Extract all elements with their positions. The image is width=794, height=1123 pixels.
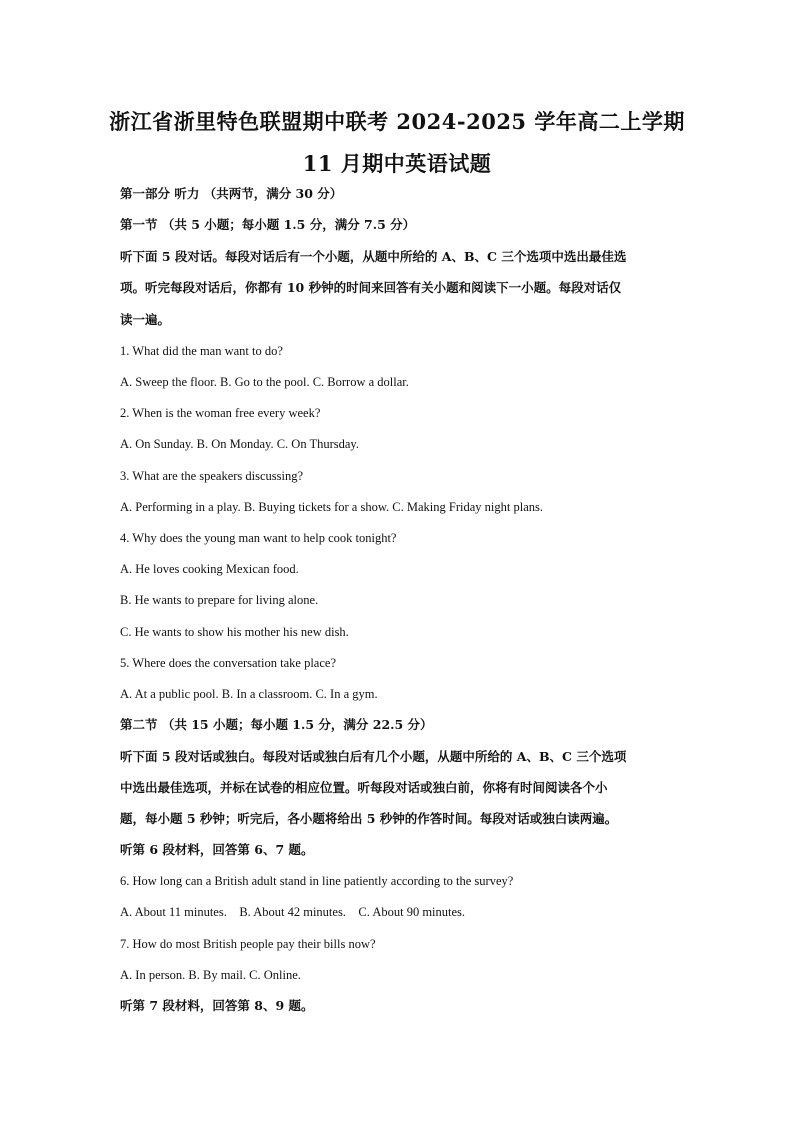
answer-option: C. He wants to show his mother his new dish. bbox=[120, 625, 349, 639]
question: 3. What are the speakers discussing? bbox=[120, 469, 304, 483]
question: 7. How do most British people pay their bills now? bbox=[120, 937, 376, 951]
answer-option: A. He loves cooking Mexican food. bbox=[120, 562, 299, 576]
answer-options: A. At a public pool. B. In a classroom. C. In a gym. bbox=[120, 687, 378, 701]
instruction-line: 中选出最佳选项，并标在试卷的相应位置。听每段对话或独白前，你将有时间阅读各个小 bbox=[120, 780, 608, 795]
question: 1. What did the man want to do? bbox=[120, 344, 283, 358]
question: 6. How long can a British adult stand in line patiently according to the survey? bbox=[120, 874, 514, 888]
instruction-line: 读一遍。 bbox=[120, 312, 171, 327]
answer-options: A. In person. B. By mail. C. Online. bbox=[120, 968, 301, 982]
section-heading: 第一节 （共 5 小题；每小题 1.5 分，满分 7.5 分） bbox=[120, 217, 416, 232]
document-title-line-2: 11 月期中英语试题 bbox=[302, 151, 492, 176]
document-title-line-1: 浙江省浙里特色联盟期中联考 2024-2025 学年高二上学期 bbox=[109, 109, 685, 134]
section-heading: 第二节 （共 15 小题；每小题 1.5 分，满分 22.5 分） bbox=[120, 717, 433, 732]
part-heading: 第一部分 听力 （共两节，满分 30 分） bbox=[120, 186, 343, 201]
answer-options: A. On Sunday. B. On Monday. C. On Thursday. bbox=[120, 437, 359, 451]
material-heading: 听第 7 段材料，回答第 8、9 题。 bbox=[120, 998, 314, 1013]
question: 4. Why does the young man want to help cook tonight? bbox=[120, 531, 397, 545]
instruction-line: 项。听完每段对话后，你都有 10 秒钟的时间来回答有关小题和阅读下一小题。每段对话仅 bbox=[120, 280, 622, 295]
question: 2. When is the woman free every week? bbox=[120, 406, 321, 420]
instruction-line: 听下面 5 段对话。每段对话后有一个小题，从题中所给的 A、B、C 三个选项中选出最佳选 bbox=[120, 249, 627, 264]
answer-option: B. He wants to prepare for living alone. bbox=[120, 593, 319, 607]
answer-options: A. Performing in a play. B. Buying tickets for a show. C. Making Friday night plans. bbox=[120, 500, 543, 514]
material-heading: 听第 6 段材料，回答第 6、7 题。 bbox=[120, 842, 314, 857]
answer-options: A. About 11 minutes. B. About 42 minutes. C. About 90 minutes. bbox=[120, 905, 466, 919]
instruction-line: 题，每小题 5 秒钟；听完后，各小题将给出 5 秒钟的作答时间。每段对话或独白读两遍。 bbox=[120, 811, 618, 826]
question: 5. Where does the conversation take place? bbox=[120, 656, 336, 670]
instruction-line: 听下面 5 段对话或独白。每段对话或独白后有几个小题，从题中所给的 A、B、C 三个选项 bbox=[120, 749, 627, 764]
answer-options: A. Sweep the floor. B. Go to the pool. C. Borrow a dollar. bbox=[120, 375, 409, 389]
